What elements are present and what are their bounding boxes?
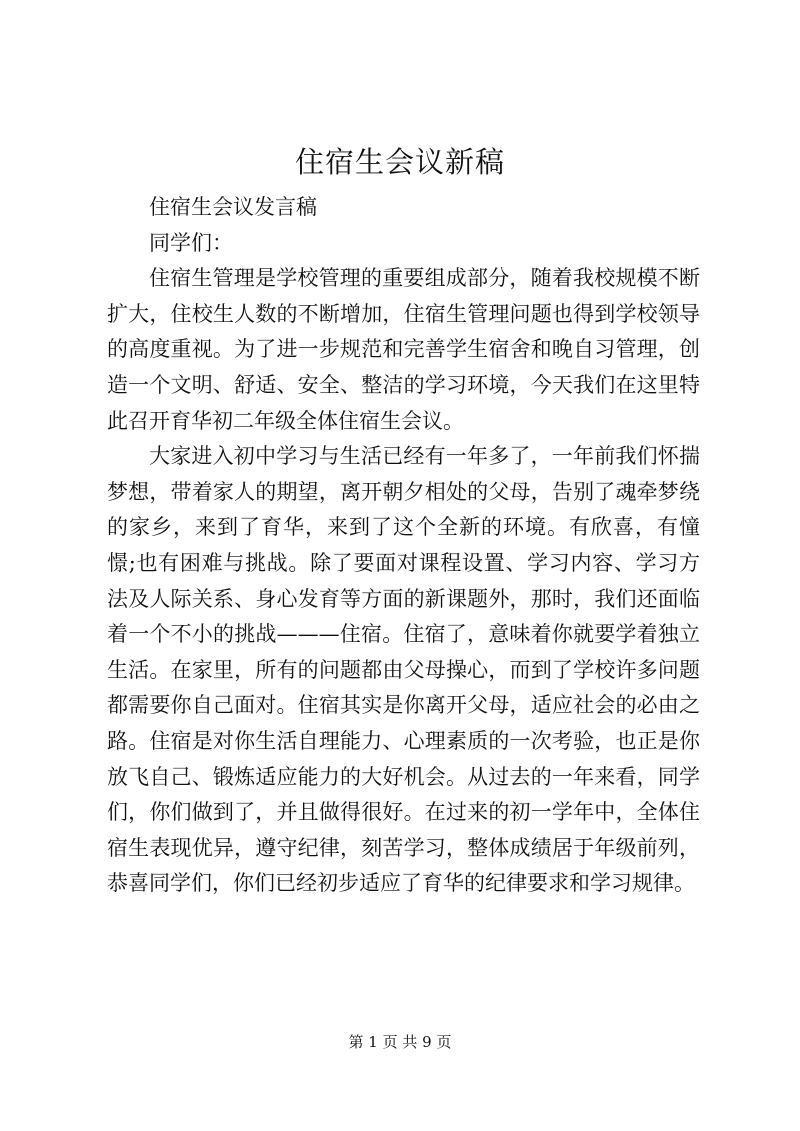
document-title: 住宿生会议新稿 (294, 145, 505, 179)
page-number-footer: 第 1 页 共 9 页 (348, 1033, 452, 1051)
body-paragraph: 大家进入初中学习与生活已经有一年多了，一年前我们怀揣梦想，带着家人的期望，离开朝夕相处的父母，告别了魂牵梦绕的家乡，来到了育华，来到了这个全新的环境。有欣喜，有憧憬;也有困难与挑战。除了要面对课程设置、学习内容、学习方法及人际关系、身心发育等方面的新课题外，那时，我们还面临着一个不小的挑战———住宿。住宿了，意味着你就要学着独立生活。在家里，所有的问题都由父母操心，而到了学校许多问题都需要你自己面对。住宿其实是你离开父母，适应社会的必由之路。住宿是对你生活自理能力、心理素质的一次考验，也正是你放飞自己、锻炼适应能力的大好机会。从过去的一年来看，同学们，你们做到了，并且做得很好。在过来的初一学年中，全体住宿生表现优异，遵守纪律，刻苦学习，整体成绩居于年级前列，恭喜同学们，你们已经初步适应了育华的纪律要求和学习规律。 (107, 444, 700, 896)
document-body (107, 190, 700, 902)
subtitle-paragraph: 住宿生会议发言稿 (149, 195, 317, 219)
body-paragraph: 住宿生管理是学校管理的重要组成部分，随着我校规模不断扩大，住校生人数的不断增加，住宿生管理问题也得到学校领导的高度重视。为了进一步规范和完善学生宿舍和晚自习管理，创造一个文明、舒适、安全、整洁的学习环境，今天我们在这里特此召开育华初二年级全体住宿生会议。 (107, 266, 700, 433)
salutation-paragraph: 同学们： (149, 230, 233, 255)
